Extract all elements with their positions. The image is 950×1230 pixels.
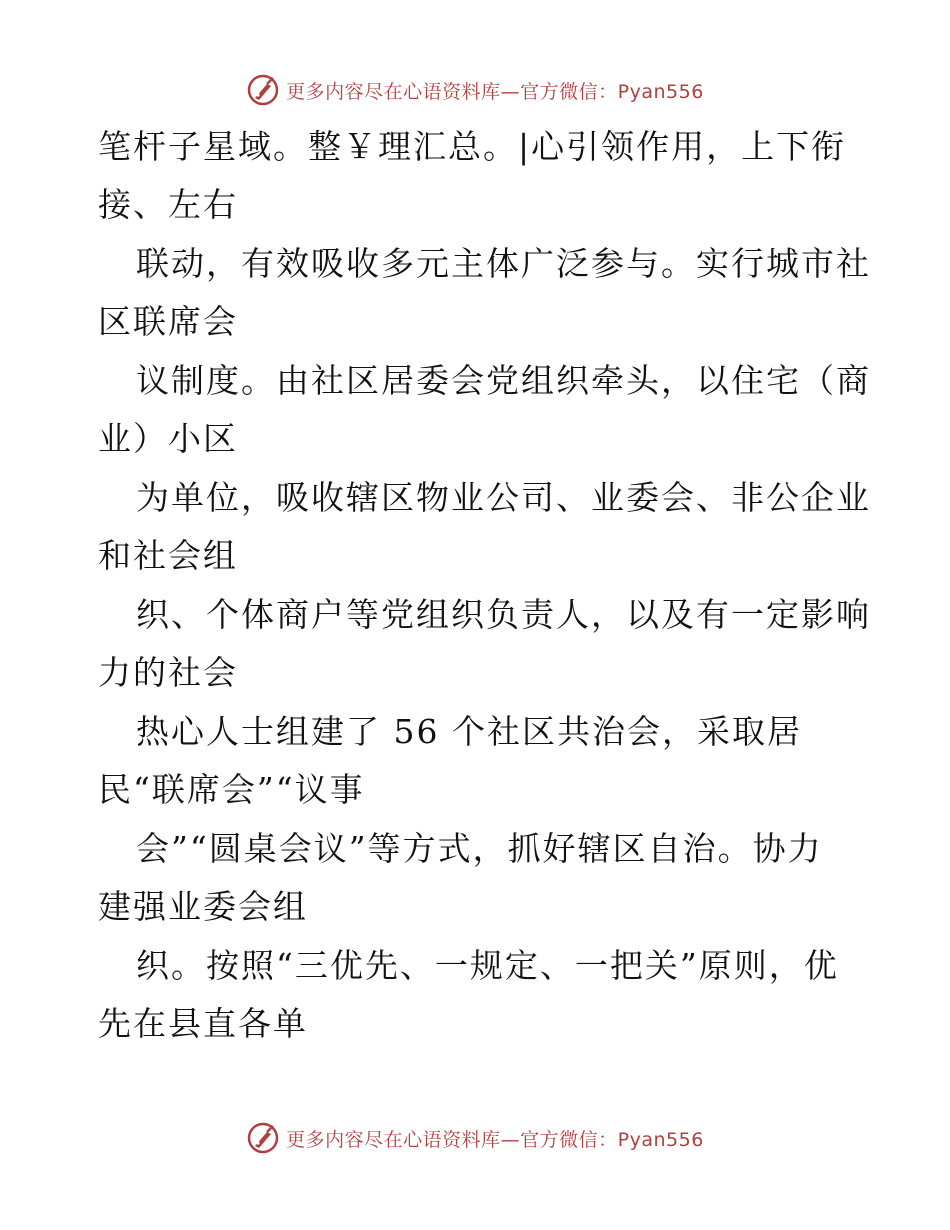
text-line: 民“联席会”“议事 — [98, 770, 365, 809]
text-line: 议制度。由社区居委会党组织牵头，以住宅（商 — [136, 361, 871, 400]
text-line: 接、左右 — [98, 185, 238, 224]
text-line: 为单位，吸收辖区物业公司、业委会、非公企业 — [136, 478, 871, 517]
header-banner — [0, 70, 950, 110]
header-banner-text: 更多内容尽在心语资料库—官方微信：Pyan556 — [286, 80, 704, 103]
text-line: 联动，有效吸收多元主体广泛参与。实行城市社 — [136, 244, 871, 283]
text-line: 力的社会 — [98, 653, 238, 692]
text-line: 建强业委会组 — [98, 887, 308, 926]
text-line: 区联席会 — [98, 302, 238, 341]
text-line: 业）小区 — [98, 419, 238, 458]
footer-banner-text: 更多内容尽在心语资料库—官方微信：Pyan556 — [286, 1128, 704, 1151]
text-line: 热心人士组建了 56 个社区共治会，采取居 — [136, 712, 802, 751]
text-line: 会”“圆桌会议”等方式，抓好辖区自治。协力 — [136, 829, 823, 868]
pen-nib-logo-icon — [246, 73, 280, 107]
text-line: 织。按照“三优先、一规定、一把关”原则，优 — [136, 946, 839, 985]
text-line: 织、个体商户等党组织负责人，以及有一定影响 — [136, 595, 871, 634]
text-line: 笔杆子星域。整￥理汇总。|心引领作用，上下衔 — [98, 127, 847, 166]
text-line: 和社会组 — [98, 536, 238, 575]
footer-banner — [0, 1118, 950, 1158]
pen-nib-logo-icon — [246, 1121, 280, 1155]
text-line: 先在县直各单 — [98, 1004, 308, 1043]
